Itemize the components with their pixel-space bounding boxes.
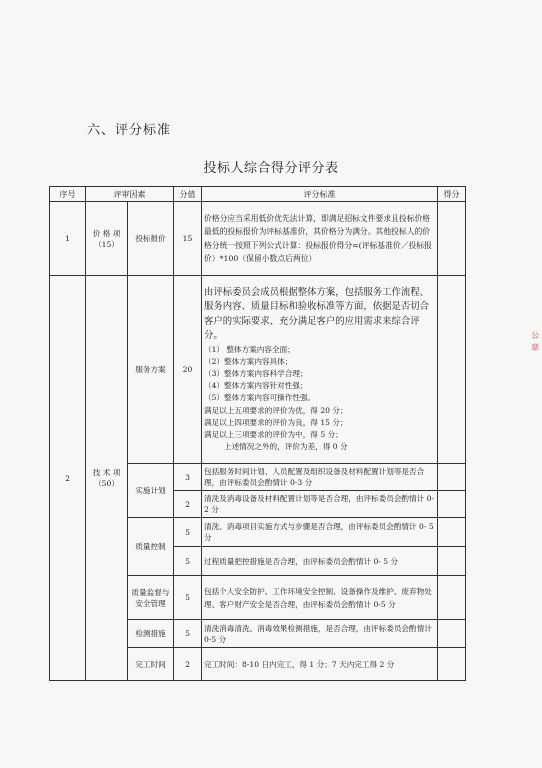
inspection-criteria: 清洗消毒清洗、消毒效果检测措施，是否合理，由评标委员会酌情计 0-5 分 <box>202 620 438 648</box>
implementation-factor: 实施计划 <box>128 464 174 518</box>
table-title: 投标人综合得分评分表 <box>203 161 339 176</box>
header-criteria: 评分标准 <box>202 187 438 202</box>
quality-control-score-cell-b <box>438 547 466 576</box>
quality-control-factor: 质量控制 <box>128 518 174 576</box>
service-plan-factor: 服务方案 <box>128 276 174 464</box>
header-factor: 评审因素 <box>86 187 174 202</box>
scoring-table <box>49 186 466 681</box>
quality-control-score-cell-a <box>438 518 466 547</box>
quality-control-points-b: 5 <box>174 547 202 576</box>
completion-time-score-cell <box>438 648 466 681</box>
service-plan-item: 上述情况之外的，评价为差，得 0 分 <box>224 442 348 452</box>
service-plan-criteria <box>202 276 438 464</box>
row2-category: 技 术 项（50） <box>86 276 128 681</box>
row1-criteria: 价格分应当采用低价优先法计算，即满足招标文件要求且投标价格最低的投标报价为评标基准价，其价格分为满分。其他投标人的价格分统一按照下列公式计算：投标报价得分=(评标基准价／投标报价）*100（保留小数点后两位） <box>202 202 438 276</box>
service-plan-item: （5）整体方案内容可操作性强。 <box>204 393 316 403</box>
service-plan-points: 20 <box>174 276 202 464</box>
quality-supervision-points: 5 <box>174 576 202 620</box>
table-row-service-plan <box>50 276 466 464</box>
table-row-price <box>50 202 466 276</box>
quality-control-criteria-a: 清洗、消毒项目实施方式与步骤是否合理，由评标委员会酌情计 0- 5 分 <box>202 518 438 547</box>
service-plan-item: （3）整体方案内容科学合理； <box>204 368 308 378</box>
service-plan-item: （4）整体方案内容针对性强； <box>204 381 308 391</box>
completion-time-factor: 完工时间 <box>128 648 174 681</box>
implementation-criteria-b: 清洗及消毒设备及材料配置计划等是否合理，由评标委员会酌情计 0-2 分 <box>202 491 438 518</box>
header-points: 分值 <box>174 187 202 202</box>
quality-supervision-factor: 质量监督与安全管理 <box>128 576 174 620</box>
table-header-row <box>50 187 466 202</box>
implementation-score-cell-b <box>438 491 466 518</box>
service-plan-item: 满足以上三项要求的评价为中，得 5 分； <box>204 430 343 439</box>
service-plan-item: （1） 整体方案内容全面； <box>204 344 295 354</box>
service-plan-item: 满足以上五项要求的评价为优，得 20 分； <box>204 405 348 415</box>
row2-seq: 2 <box>50 276 86 681</box>
inspection-score-cell <box>438 620 466 648</box>
section-heading: 六、评分标准 <box>87 123 172 138</box>
implementation-points-a: 3 <box>174 464 202 491</box>
row1-factor: 投标报价 <box>128 202 174 276</box>
row1-score-cell <box>438 202 466 276</box>
implementation-points-b: 2 <box>174 491 202 518</box>
header-seq: 序号 <box>50 187 86 202</box>
row1-seq: 1 <box>50 202 86 276</box>
service-plan-item: （2）整体方案内容具体； <box>204 356 293 366</box>
completion-time-criteria: 完工时间：8-10 日内完工，得 1 分；7 天内完工得 2 分 <box>202 648 438 681</box>
header-score: 得分 <box>438 187 466 202</box>
service-plan-intro: 由评标委员会成员根据整体方案，包括服务工作流程、服务内容、质量目标和验收标准等方面，依据是否切合客户的实际要求、充分满足客户的应用需求来综合评分。 <box>204 286 430 342</box>
inspection-points: 5 <box>174 620 202 648</box>
completion-time-points: 2 <box>174 648 202 681</box>
implementation-score-cell-a <box>438 464 466 491</box>
service-plan-score-cell <box>438 276 466 464</box>
stamp-edge: 公章 <box>531 331 539 352</box>
implementation-criteria-a: 包括服务时间计划、人员配置及组织设备及材料配置计划等是否合理，由评标委员会酌情计 0-3 分 <box>202 464 438 491</box>
quality-control-criteria-b: 过程质量把控措施是否合理，由评标委员会酌情计 0- 5 分 <box>202 547 438 576</box>
quality-control-points-a: 5 <box>174 518 202 547</box>
row1-points: 15 <box>174 202 202 276</box>
quality-supervision-criteria: 包括个人安全防护、工作环境安全控制、设备操作及维护、废弃物处理、客户财产安全是否合理，由评标委员会酌情计 0-5 分 <box>202 576 438 620</box>
service-plan-item: 满足以上四项要求的评价为良，得 15 分； <box>204 417 348 427</box>
quality-supervision-score-cell <box>438 576 466 620</box>
row1-category: 价 格 项（15） <box>86 202 128 276</box>
inspection-factor: 检测措施 <box>128 620 174 648</box>
